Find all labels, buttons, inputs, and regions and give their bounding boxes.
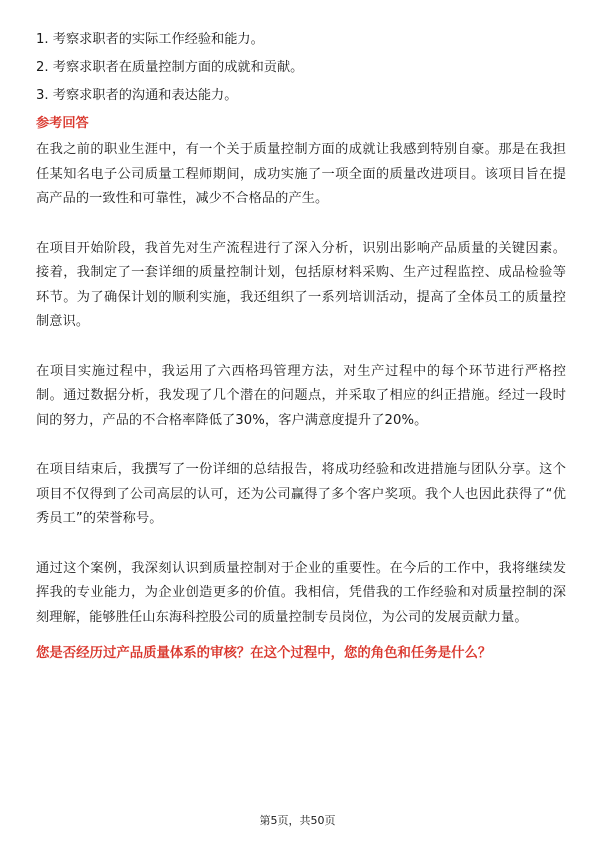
- answer-paragraph-1: 在我之前的职业生涯中，有一个关于质量控制方面的成就让我感到特别自豪。那是在我担任某知名电子公司质量工程师期间，成功实施了一项全面的质量改进项目。该项目旨在提高产品的一致性和可靠性，减少不合格品的产生。: [36, 142, 566, 206]
- intro-list-item-1: 1. 考察求职者的实际工作经验和能力。: [36, 32, 264, 47]
- page-number-footer: 第5页，共50页: [259, 814, 336, 827]
- page-content: [36, 30, 566, 664]
- next-question: 您是否经历过产品质量体系的审核？在这个过程中，您的角色和任务是什么？: [36, 646, 492, 661]
- answer-paragraph-3: 在项目实施过程中，我运用了六西格玛管理方法，对生产过程中的每个环节进行严格控制。通过数据分析，我发现了几个潜在的问题点，并采取了相应的纠正措施。经过一段时间的努力，产品的不合格率降低了30%，客户满意度提升了20%。: [36, 363, 566, 428]
- answer-paragraph-4: 在项目结束后，我撰写了一份详细的总结报告，将成功经验和改进措施与团队分享。这个项目不仅得到了公司高层的认可，还为公司赢得了多个客户奖项。我个人也因此获得了“优秀员工”的荣誉称号。: [36, 462, 566, 526]
- intro-list-item-2: 2. 考察求职者在质量控制方面的成就和贡献。: [36, 60, 304, 75]
- answer-heading: 参考回答: [36, 116, 89, 131]
- answer-paragraph-2: 在项目开始阶段，我首先对生产流程进行了深入分析，识别出影响产品质量的关键因素。接着，我制定了一套详细的质量控制计划，包括原材料采购、生产过程监控、成品检验等环节。为了确保计划的顺利实施，我还组织了一系列培训活动，提高了全体员工的质量控制意识。: [36, 240, 566, 329]
- intro-list-item-3: 3. 考察求职者的沟通和表达能力。: [36, 88, 238, 103]
- answer-paragraph-5: 通过这个案例，我深刻认识到质量控制对于企业的重要性。在今后的工作中，我将继续发挥我的专业能力，为企业创造更多的价值。我相信，凭借我的工作经验和对质量控制的深刻理解，能够胜任山东海科控股公司的质量控制专员岗位，为公司的发展贡献力量。: [36, 560, 566, 625]
